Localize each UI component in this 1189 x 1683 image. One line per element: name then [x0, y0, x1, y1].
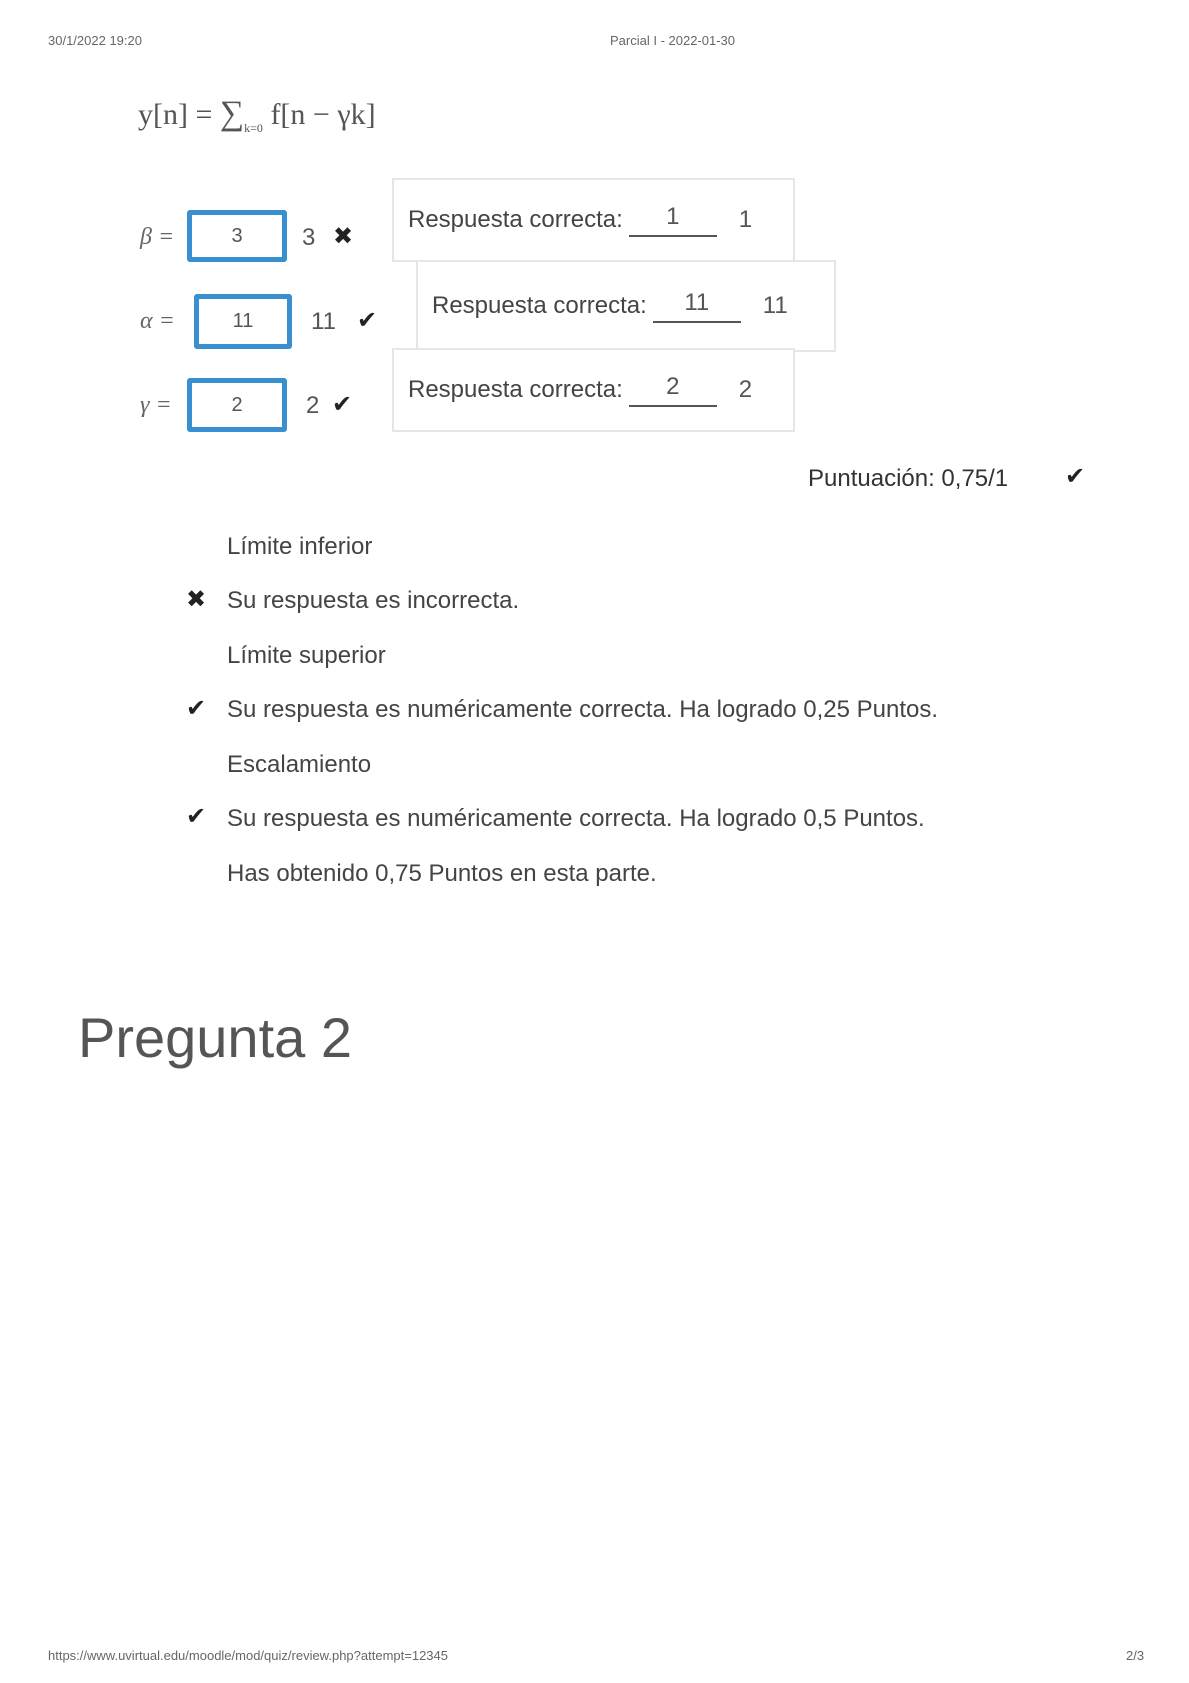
feedback-lower-text: Su respuesta es incorrecta. — [227, 587, 520, 614]
feedback-scale-title: Escalamiento — [227, 751, 372, 778]
alpha-label: α = — [140, 308, 175, 334]
feedback-upper-text: Su respuesta es numéricamente correcta. Ha logrado 0,25 Puntos. — [227, 696, 939, 723]
formula-sum-symbol: ∑ — [219, 95, 245, 132]
footer-page-number: 2/3 — [1126, 1648, 1145, 1663]
beta-label: β = — [140, 224, 175, 250]
cross-icon: ✖ — [186, 586, 207, 613]
convolution-formula — [138, 95, 376, 136]
score-text: Puntuación: 0,75/1 — [808, 465, 1009, 492]
formula-sum-subscript: k=0 — [244, 121, 263, 135]
question-2-heading: Pregunta 2 — [78, 1006, 352, 1069]
formula-rhs: f[n − γk] — [270, 98, 376, 131]
header-timestamp: 30/1/2022 19:20 — [48, 33, 142, 48]
correct-answer-box-gamma — [392, 348, 795, 432]
check-icon: ✔ — [332, 391, 353, 418]
feedback-total-text: Has obtenido 0,75 Puntos en esta parte. — [227, 860, 657, 887]
correct-answer-blank: 1 — [629, 203, 717, 237]
footer-url[interactable]: https://www.uvirtual.edu/moodle/mod/quiz/review.php?attempt=12345 — [48, 1648, 448, 1663]
correct-answer-blank: 11 — [653, 289, 741, 323]
alpha-input[interactable] — [194, 294, 292, 349]
header-page-title: Parcial I - 2022-01-30 — [610, 33, 736, 48]
gamma-label: γ = — [140, 392, 172, 418]
correct-answer-blank: 2 — [629, 373, 717, 407]
check-icon: ✔ — [1065, 463, 1086, 490]
alpha-given-value: 11 — [311, 308, 336, 335]
correct-answer-value: 2 — [738, 376, 753, 403]
correct-answer-box-alpha — [416, 260, 836, 352]
feedback-lower-title: Límite inferior — [227, 533, 373, 560]
gamma-given-value: 2 — [306, 392, 320, 419]
beta-given-value: 3 — [302, 224, 316, 251]
correct-answer-label: Respuesta correcta: — [408, 376, 623, 403]
correct-answer-value: 1 — [738, 206, 753, 233]
check-icon: ✔ — [186, 695, 207, 722]
gamma-input[interactable] — [187, 378, 287, 432]
feedback-scale-text: Su respuesta es numéricamente correcta. Ha logrado 0,5 Puntos. — [227, 805, 925, 832]
check-icon: ✔ — [357, 307, 378, 334]
correct-answer-label: Respuesta correcta: — [408, 206, 623, 233]
feedback-upper-title: Límite superior — [227, 642, 386, 669]
formula-lhs: y[n] = — [138, 98, 213, 131]
beta-input[interactable] — [187, 210, 287, 262]
check-icon: ✔ — [186, 803, 207, 830]
cross-icon: ✖ — [333, 223, 354, 250]
correct-answer-value: 11 — [762, 292, 788, 319]
correct-answer-box-beta — [392, 178, 795, 262]
correct-answer-label: Respuesta correcta: — [432, 292, 647, 319]
